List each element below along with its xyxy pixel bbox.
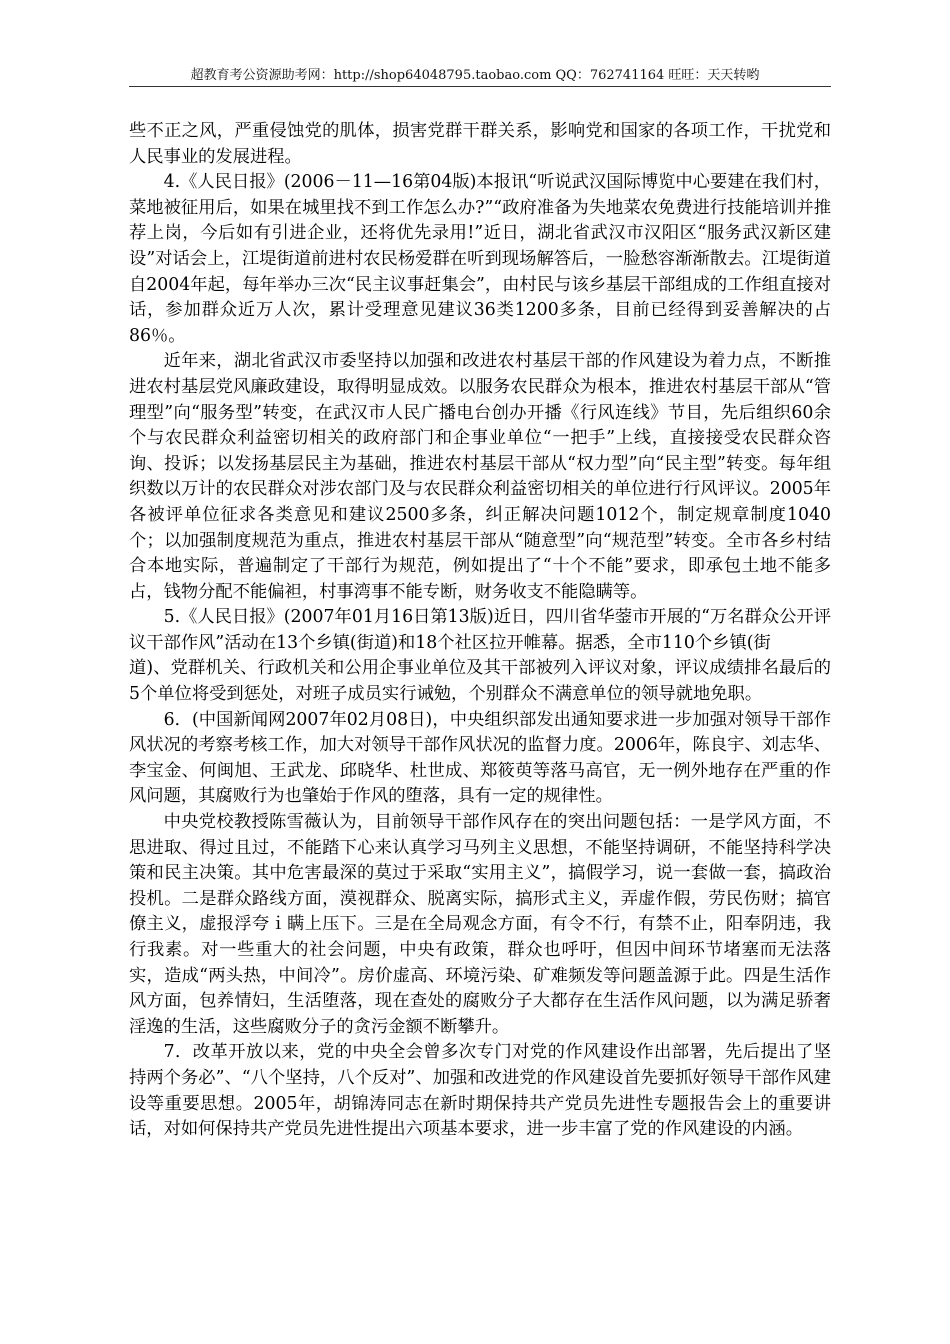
paragraph-7: 中央党校教授陈雪薇认为，目前领导干部作风存在的突出问题包括：一是学风方面，不思进取、得过且过，不能踏下心来认真学习马列主义思想，不能坚持调研，不能坚持科学决策和民主决策。其中危害最深的莫过于采取“实用主义”，搞假学习，说一套做一套，搞政治投机。二是群众路线方面，漠视群众、脱离实际，搞形式主义，弄虚作假，劳民伤财；搞官僚主义，虚报浮夸ｉ瞒上压下。三是在全局观念方面，有令不行，有禁不止，阳奉阴违，我行我素。对一些重大的社会问题，中央有政策，群众也呼吁，但因中间环节堵塞而无法落实，造成“两头热，中间冷”。房价虚高、环境污染、矿难频发等问题盖源于此。四是生活作风方面，包养情妇，生活堕落，现在查处的腐败分子大都存在生活作风问题，以为满足骄奢淫逸的生活，这些腐败分子的贪污金额不断攀升。 bbox=[129, 812, 831, 1037]
paragraph-6: 6．(中国新闻网2007年02月08日)，中央组织部发出通知要求进一步加强对领导干部作风状况的考察考核工作，加大对领导干部作风状况的监督力度。2006年，陈良宇、刘志华、李宝金、何闽旭、王武龙、邱晓华、杜世成、郑筱萸等落马高官，无一例外地存在严重的作风问题，其腐败行为也肇始于作风的堕落，具有一定的规律性。 bbox=[129, 709, 831, 807]
page-header: 超教育考公资源助考网：http://shop64048795.taobao.com QQ：762741164 旺旺：天天转哟 bbox=[190, 68, 760, 83]
paragraph-5: 道)、党群机关、行政机关和公用企事业单位及其干部被列入评议对象，评议成绩排名最后的5个单位将受到惩处，对班子成员实行诫勉，个别群众不满意单位的领导就地免职。 bbox=[129, 658, 831, 705]
document-body bbox=[129, 119, 831, 1143]
paragraph-3: 近年来，湖北省武汉市委坚持以加强和改进农村基层干部的作风建设为着力点，不断推进农村基层党风廉政建设，取得明显成效。以服务农民群众为根本，推进农村基层干部从“管理型”向“服务型”转变，在武汉市人民广播电台创办开播《行风连线》节目，先后组织60余个与农民群众利益密切相关的政府部门和企事业单位“一把手”上线，直接接受农民群众咨询、投诉；以发扬基层民主为基础，推进农村基层干部从“权力型”向“民主型”转变。每年组织数以万计的农民群众对涉农部门及与农民群众利益密切相关的单位进行行风评议。2005年各被评单位征求各类意见和建议2500多条，纠正解决问题1012个，制定规章制度1040个；以加强制度规范为重点，推进农村基层干部从“随意型”向“规范型”转变。全市各乡村结合本地实际，普遍制定了干部行为规范，例如提出了“十个不能”要求，即承包土地不能多占，钱物分配不能偏袒，村事湾事不能专断，财务收支不能隐瞒等。 bbox=[129, 351, 831, 602]
paragraph-2: 4.《人民日报》(2006－11—16第04版)本报讯“听说武汉国际博览中心要建在我们村，菜地被征用后，如果在城里找不到工作怎么办?”“政府准备为失地菜农免费进行技能培训并推荐上岗，今后如有引进企业，还将优先录用!”近日，湖北省武汉市汉阳区“服务武汉新区建设”对话会上，江堤街道前进村农民杨爱群在听到现场解答后，一脸愁容渐渐散去。江堤街道自2004年起，每年举办三次“民主议事赶集会”，由村民与该乡基层干部组成的工作组直接对话，参加群众近万人次，累计受理意见建议36类1200多条，目前已经得到妥善解决的占86％。 bbox=[129, 172, 831, 346]
paragraph-8: 7．改革开放以来，党的中央全会曾多次专门对党的作风建设作出部署，先后提出了坚持两个务必”、“八个坚持，八个反对”、加强和改进党的作风建设首先要抓好领导干部作风建设等重要思想。2005年，胡锦涛同志在新时期保持共产党员先进性专题报告会上的重要讲话，对如何保持共产党员先进性提出六项基本要求，进一步丰富了党的作风建设的内涵。 bbox=[129, 1042, 831, 1140]
header-divider bbox=[129, 86, 831, 87]
paragraph-4: 5.《人民日报》(2007年01月16日第13版)近日，四川省华蓥市开展的“万名群众公开评议干部作风”活动在13个乡镇(街道)和18个社区拉开帷幕。据悉，全市110个乡镇(街 bbox=[129, 607, 831, 653]
paragraph-1: 些不正之风，严重侵蚀党的肌体，损害党群干群关系，影响党和国家的各项工作，干扰党和人民事业的发展进程。 bbox=[129, 121, 831, 167]
